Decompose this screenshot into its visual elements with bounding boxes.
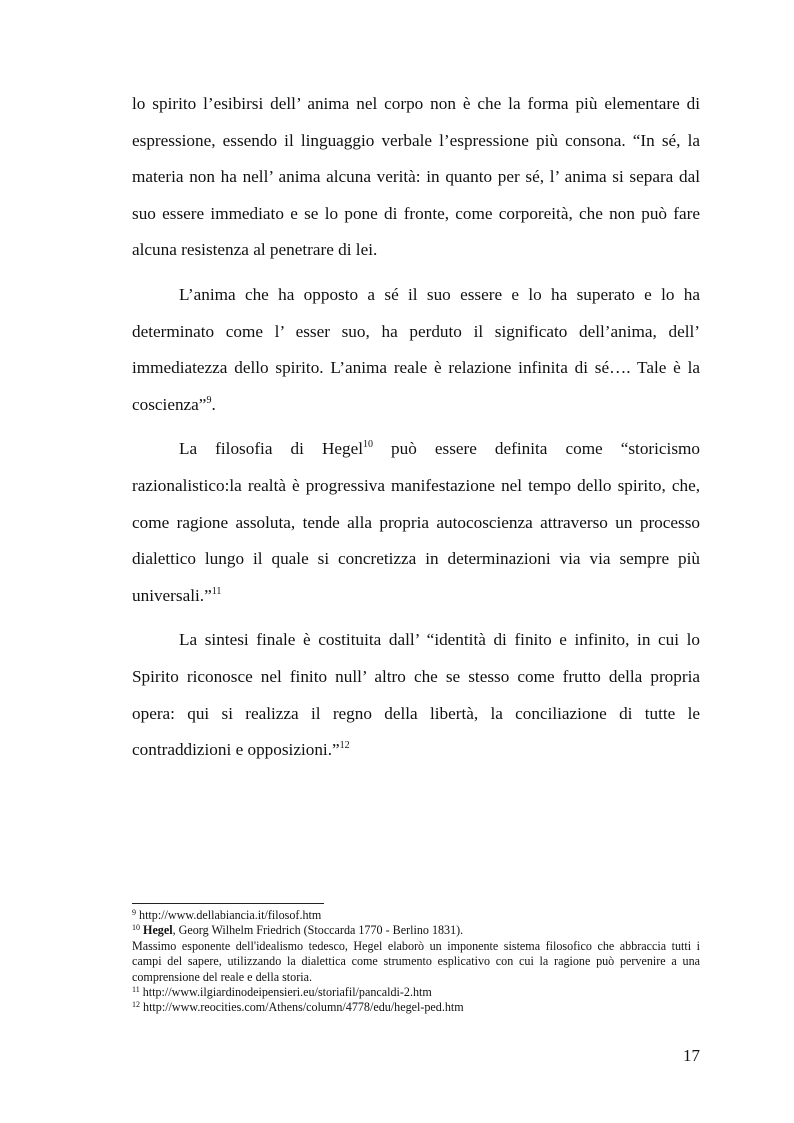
paragraph-2: L’anima che ha opposto a sé il suo essere e lo ha superato e lo ha determinato come l’ esser suo, ha perduto il significato dell’anima, dell’ immediatezza dello spirito. L’anima reale è relazione infinita di sé…. Tale è la coscienza”$^9$. [132,284,700,414]
footnotes [132,908,700,1016]
footnote-11-number: 11 [132,985,140,995]
footnote-9-number: 9 [132,908,136,917]
paragraph-3-text-before: La filosofia di Hegel [179,439,363,459]
paragraph-3 [132,431,700,614]
footnote-separator [132,903,324,904]
paragraph-4-text: La sintesi finale è costituita dall’ “identità di finito e infinito, in cui lo Spirito riconosce nel finito null’ altro che se stesso come frutto della propria opera: qui si realizza il regno della libertà, la conciliazione di tutte le contraddizioni e opposizioni.” [132,630,700,760]
paragraph-1 [132,86,700,269]
footnote-12-number: 12 [132,1000,140,1010]
footnote-9-link[interactable]: http://www.dellabiancia.it/filosof.htm [136,908,322,922]
footnote-ref-12[interactable]: 12 [339,740,350,752]
paragraph-2-text: L’anima che ha opposto a sé il suo essere e lo ha superato e lo ha determinato come l’ esser suo, ha perduto il significato dell’anima, dell’ immediatezza dello spirito. L’anima reale è relazione infinita di sé…. Tale è la coscienza” [132,284,700,414]
footnote-11 [132,985,700,1000]
footnote-11-link[interactable]: http://www.ilgiardinodeipensieri.eu/storiafil/pancaldi-2.htm [139,985,432,1000]
footnote-12 [132,1000,700,1015]
page-number: 17 [683,1046,700,1065]
footnote-10 [132,923,700,938]
paragraph-3-text-after: può essere definita come “storicismo razionalistico:la realtà è progressiva manifestazione nel tempo dello spirito, che, come ragione assoluta, tende alla propria autocoscienza attraverso un processo dialettico lungo il quale si concretizza in determinazioni via via sempre più universali.” [132,439,700,605]
paragraph-1-text: lo spirito l’esibirsi dell’ anima nel corpo non è che la forma più elementare di espressione, essendo il linguaggio verbale l’espressione più consona. “In sé, la materia non ha nell’ anima alcuna verità: in quanto per sé, l’ anima si separa dal suo essere immediato e se lo pone di fronte, come corporeità, che non può fare alcuna resistenza al penetrare di lei. [132,94,700,260]
paragraph-4 [132,622,700,768]
footnote-ref-11[interactable]: 11 [211,585,222,597]
footnote-10-continuation: Massimo esponente dell'idealismo tedesco, Hegel elaborò un imponente sistema filosofico che abbraccia tutti i campi del sapere, utilizzando la dialettica come strumento esplicativo con cui la ragione può pervenire a una comprensione del reale e della storia. [132,938,700,984]
body-text [132,86,700,769]
footnote-9 [132,908,700,923]
footnote-12-link[interactable]: http://www.reocities.com/Athens/column/4778/edu/hegel-ped.htm [140,1000,464,1015]
footnote-ref-10[interactable]: 10 [362,439,373,451]
footnote-10-name: Hegel [143,923,173,938]
footnote-10-text: , Georg Wilhelm Friedrich (Stoccarda 1770 - Berlino 1831). [172,923,464,938]
footnote-ref-9[interactable]: 9 [206,394,212,406]
footnote-10-number: 10 [132,923,140,933]
